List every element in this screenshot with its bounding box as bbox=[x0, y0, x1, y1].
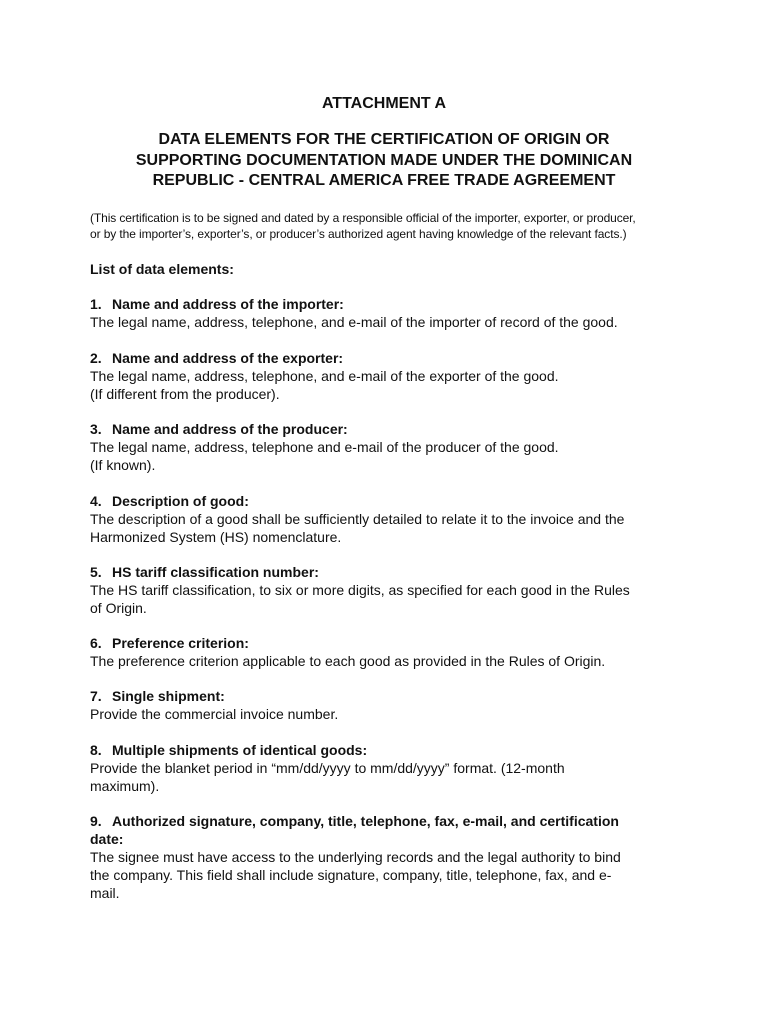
item-heading-text: Name and address of the producer: bbox=[112, 421, 348, 437]
intro-note bbox=[90, 210, 690, 242]
list-heading: List of data elements: bbox=[90, 261, 234, 277]
item-heading bbox=[90, 349, 680, 367]
document-title-line: SUPPORTING DOCUMENTATION MADE UNDER THE DOMINICAN bbox=[135, 151, 633, 169]
item-heading bbox=[90, 492, 680, 510]
document-title-line: DATA ELEMENTS FOR THE CERTIFICATION OF ORIGIN OR bbox=[158, 131, 610, 148]
item-number: 3. bbox=[90, 421, 102, 437]
item-heading-text: HS tariff classification number: bbox=[112, 564, 319, 580]
item-heading-text: Description of good: bbox=[112, 493, 249, 509]
item-description: the company. This field shall include signature, company, title, telephone, fax, and e- bbox=[90, 867, 612, 883]
item-heading-text: Name and address of the importer: bbox=[112, 296, 344, 312]
item-number: 7. bbox=[90, 688, 102, 704]
item-heading-text: Preference criterion: bbox=[112, 635, 249, 651]
item-number: 9. bbox=[90, 813, 102, 829]
item-number: 5. bbox=[90, 564, 102, 580]
attachment-title: ATTACHMENT A bbox=[321, 95, 447, 112]
item-description: maximum). bbox=[90, 778, 160, 794]
data-element-exporter bbox=[90, 349, 680, 403]
data-element-hs-classification bbox=[90, 563, 680, 617]
data-element-description bbox=[90, 492, 680, 546]
item-number: 4. bbox=[90, 493, 102, 509]
data-element-preference-criterion bbox=[90, 634, 680, 670]
intro-note-line: or by the importer’s, exporter’s, or producer’s authorized agent having knowledge of the relevant facts.) bbox=[90, 227, 627, 241]
item-heading bbox=[90, 295, 680, 313]
item-number: 6. bbox=[90, 635, 102, 651]
item-description: The legal name, address, telephone, and e-mail of the exporter of the good. bbox=[90, 368, 559, 384]
data-element-producer bbox=[90, 420, 680, 474]
item-description: Provide the blanket period in “mm/dd/yyyy to mm/dd/yyyy” format. (12-month bbox=[90, 760, 565, 776]
item-description: The legal name, address, telephone and e-mail of the producer of the good. bbox=[90, 439, 559, 455]
item-heading bbox=[90, 634, 680, 652]
item-description: The description of a good shall be sufficiently detailed to relate it to the invoice and the bbox=[90, 511, 625, 527]
document-title bbox=[90, 130, 678, 192]
data-element-authorized-signature bbox=[90, 812, 680, 902]
item-number: 8. bbox=[90, 742, 102, 758]
data-element-importer bbox=[90, 295, 680, 331]
item-heading bbox=[90, 420, 680, 438]
item-description: (If different from the producer). bbox=[90, 386, 280, 402]
item-description: Harmonized System (HS) nomenclature. bbox=[90, 529, 342, 545]
item-description: Provide the commercial invoice number. bbox=[90, 706, 339, 722]
item-heading-text: Authorized signature, company, title, telephone, fax, e-mail, and certification bbox=[112, 813, 619, 829]
document-title-line: REPUBLIC - CENTRAL AMERICA FREE TRADE AGREEMENT bbox=[152, 172, 616, 189]
item-number: 1. bbox=[90, 296, 102, 312]
item-heading-text: Name and address of the exporter: bbox=[112, 350, 344, 366]
item-description: mail. bbox=[90, 885, 120, 901]
item-heading bbox=[90, 563, 680, 581]
item-heading-text: Single shipment: bbox=[112, 688, 225, 704]
item-description: The signee must have access to the underlying records and the legal authority to bind bbox=[90, 849, 621, 865]
item-number: 2. bbox=[90, 350, 102, 366]
data-element-multiple-shipments bbox=[90, 741, 680, 795]
item-description: of Origin. bbox=[90, 600, 147, 616]
item-description: The legal name, address, telephone, and e-mail of the importer of record of the good. bbox=[90, 314, 618, 330]
item-heading bbox=[90, 687, 680, 705]
item-heading bbox=[90, 741, 680, 759]
intro-note-line: (This certification is to be signed and dated by a responsible official of the importer, exporter, or producer, bbox=[90, 211, 636, 225]
item-description: (If known). bbox=[90, 457, 156, 473]
item-description: The preference criterion applicable to each good as provided in the Rules of Origin. bbox=[90, 653, 606, 669]
item-description: The HS tariff classification, to six or more digits, as specified for each good in the Rules bbox=[90, 582, 630, 598]
item-heading-continued: date: bbox=[90, 831, 124, 847]
item-heading bbox=[90, 812, 680, 830]
data-element-single-shipment bbox=[90, 687, 680, 723]
item-heading-text: Multiple shipments of identical goods: bbox=[112, 742, 368, 758]
